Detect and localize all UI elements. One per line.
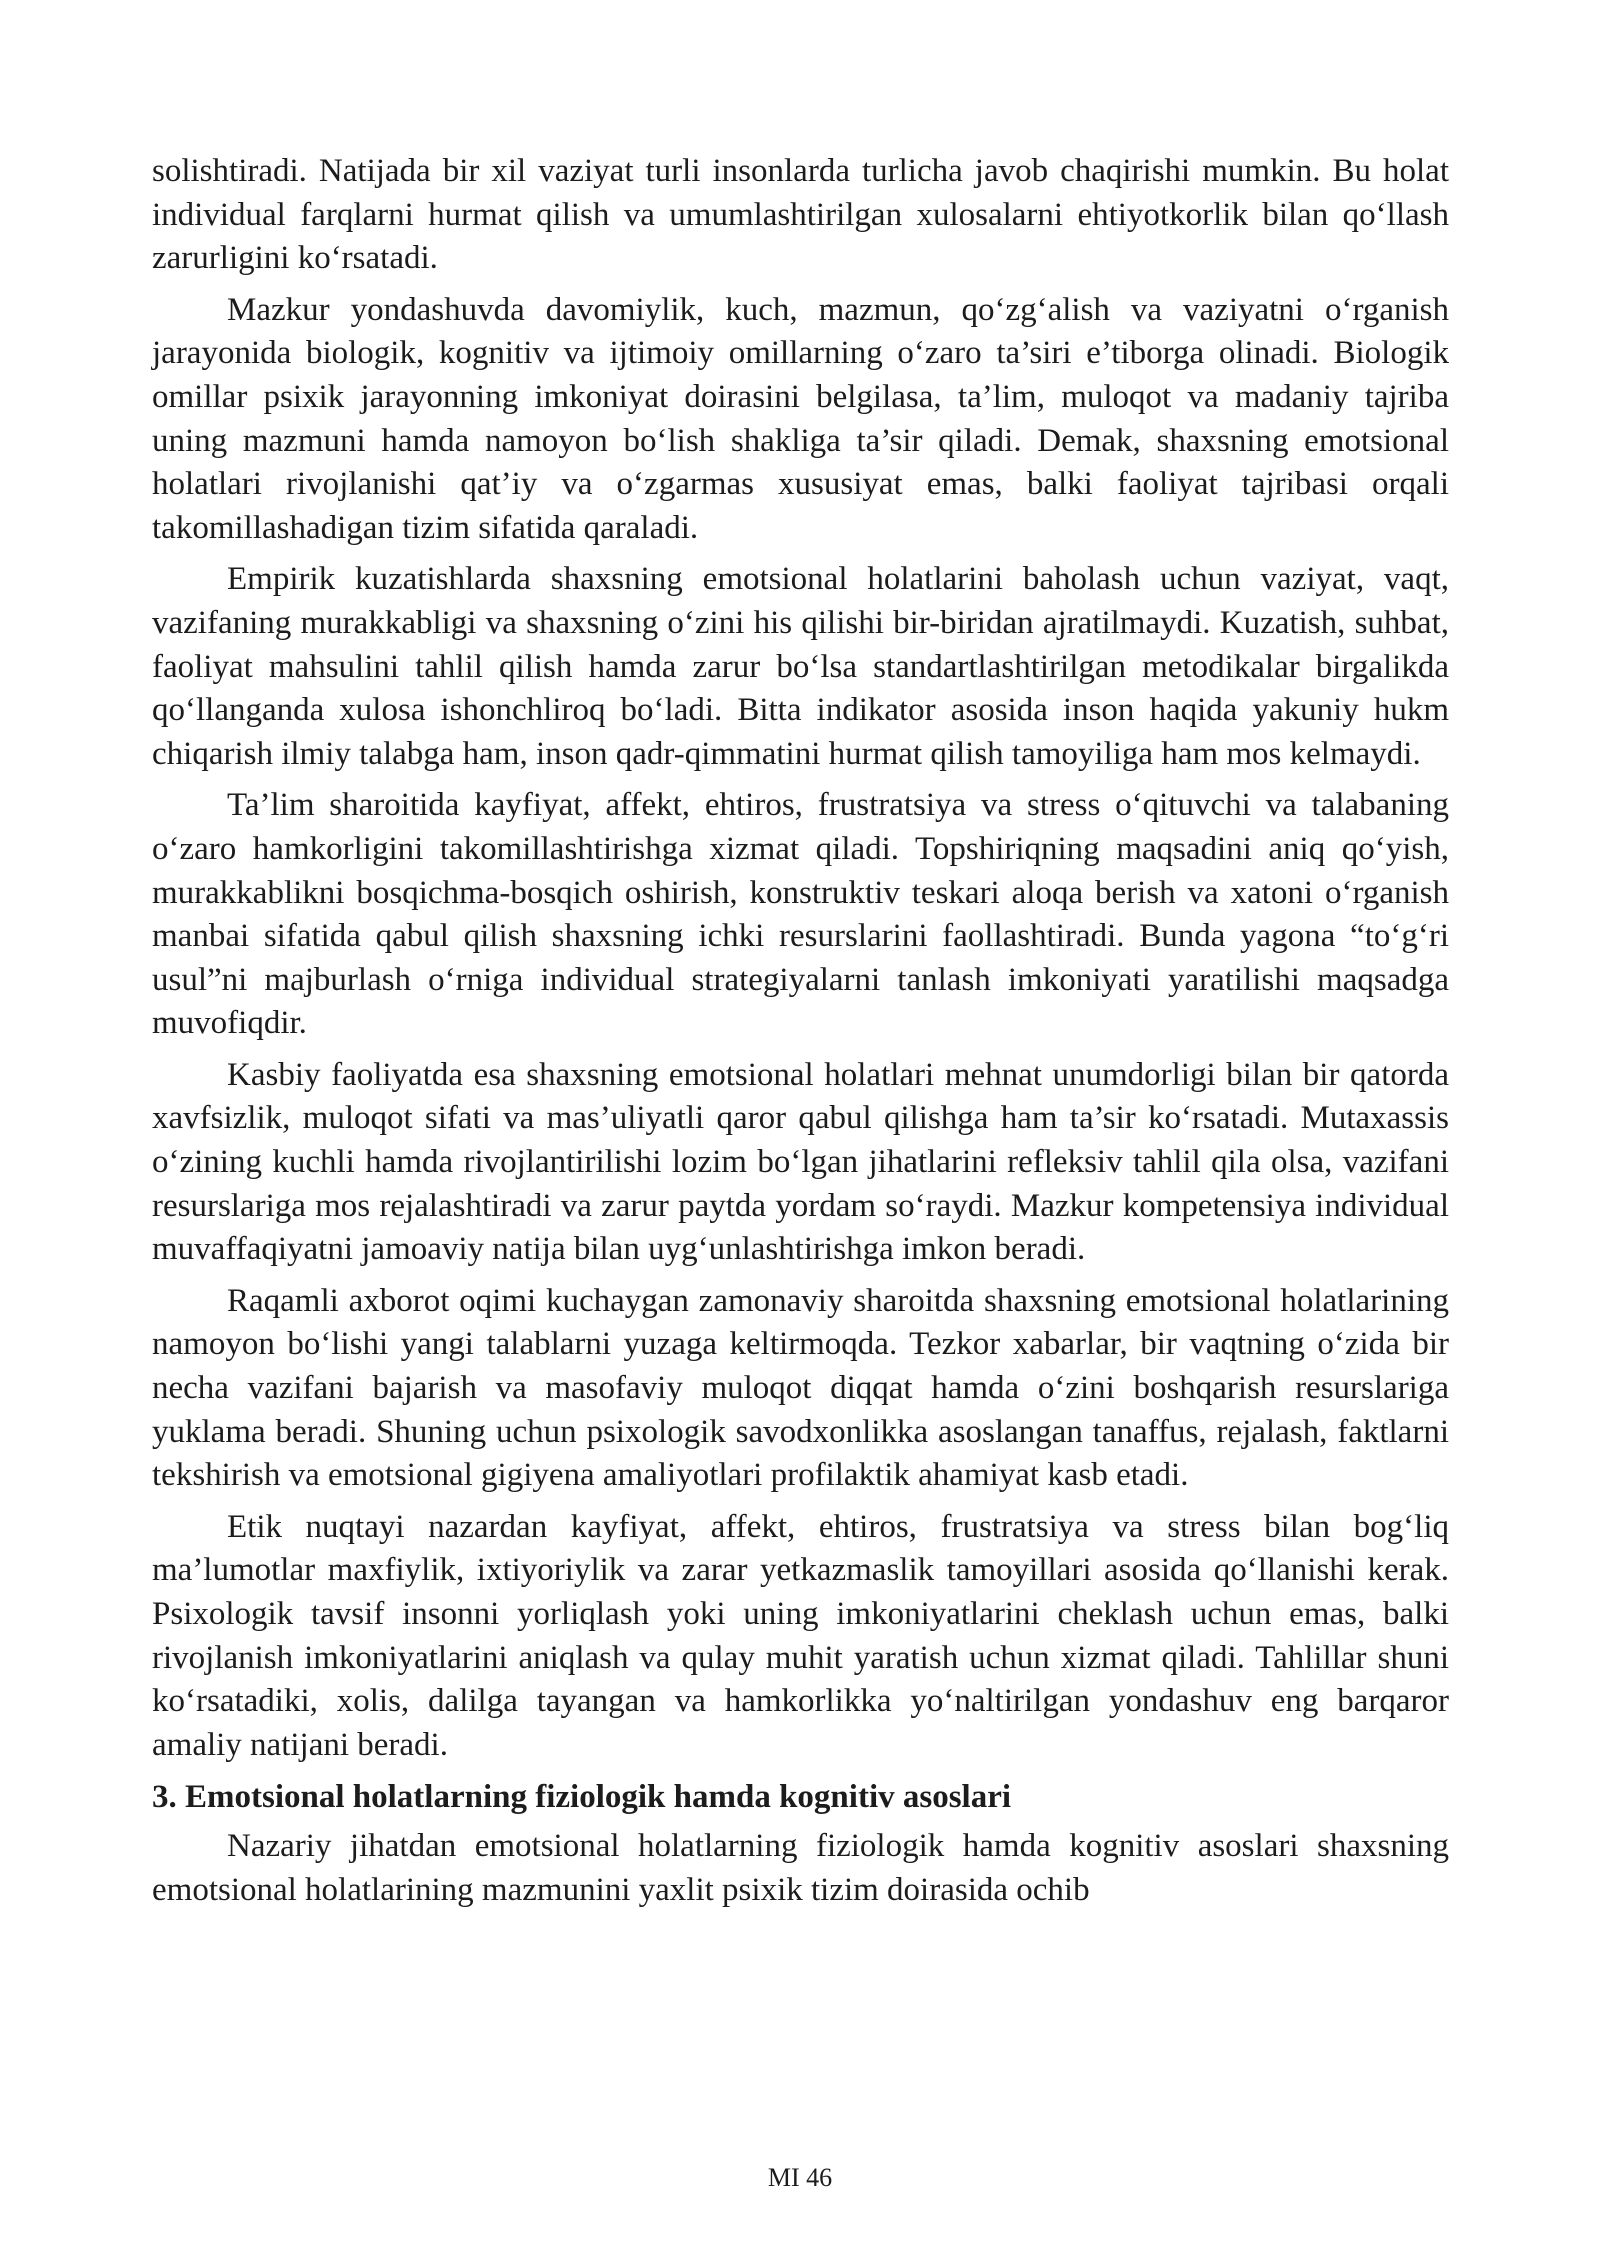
section-heading: 3. Emotsional holatlarning fiziologik hamda kognitiv asoslari xyxy=(152,1779,1012,1816)
paragraph: Nazariy jihatdan emotsional holatlarning fiziologik hamda kognitiv asoslari shaxsning emotsional holatlarining mazmunini yaxlit psixik tizim doirasida ochib xyxy=(152,1828,1449,1908)
paragraph: Etik nuqtayi nazardan kayfiyat, affekt, ehtiros, frustratsiya va stress bilan bog‘liq ma’lumotlar maxfiylik, ixtiyoriylik va zarar yetkazmaslik tamoyillari asosida qo‘llanishi kerak. Psixologik tavsif insonni yorliqlash yoki uning imkoniyatlarini cheklash uchun emas, balki rivojlanish imkoniyatlarini aniqlash va qulay muhit yaratish uchun xizmat qiladi. Tahlillar shuni ko‘rsatadiki, xolis, dalilga tayangan va hamkorlikka yo‘naltirilgan yondashuv eng barqaror amaliy natijani beradi. xyxy=(152,1508,1449,1763)
paragraph: Mazkur yondashuvda davomiylik, kuch, mazmun, qo‘zg‘alish va vaziyatni o‘rganish jarayonida biologik, kognitiv va ijtimoiy omillarning o‘zaro ta’siri e’tiborga olinadi. Biologik omillar psixik jarayonning imkoniyat doirasini belgilasa, ta’lim, muloqot va madaniy tajriba uning mazmuni hamda namoyon bo‘lish shakliga ta’sir qiladi. Demak, shaxsning emotsional holatlari rivojlanishi qat’iy va o‘zgarmas xususiyat emas, balki faoliyat tajribasi orqali takomillashadigan tizim sifatida qaraladi. xyxy=(152,291,1449,546)
paragraph: Raqamli axborot oqimi kuchaygan zamonaviy sharoitda shaxsning emotsional holatlarining namoyon bo‘lishi yangi talablarni yuzaga keltirmoqda. Tezkor xabarlar, bir vaqtning o‘zida bir necha vazifani bajarish va masofaviy muloqot diqqat hamda o‘zini boshqarish resurslariga yuklama beradi. Shuning uchun psixologik savodxonlikka asoslangan tanaffus, rejalash, faktlarni tekshirish va emotsional gigiyena amaliyotlari profilaktik ahamiyat kasb etadi. xyxy=(152,1282,1449,1494)
paragraph: Empirik kuzatishlarda shaxsning emotsional holatlarini baholash uchun vaziyat, vaqt, vazifaning murakkabligi va shaxsning o‘zini his qilishi bir-biridan ajratilmaydi. Kuzatish, suhbat, faoliyat mahsulini tahlil qilish hamda zarur bo‘lsa standartlashtirilgan metodikalar birgalikda qo‘llanganda xulosa ishonchliroq bo‘ladi. Bitta indikator asosida inson haqida yakuniy hukm chiqarish ilmiy talabga ham, inson qadr-qimmatini hurmat qilish tamoyiliga ham mos kelmaydi. xyxy=(152,561,1449,772)
paragraph: Ta’lim sharoitida kayfiyat, affekt, ehtiros, frustratsiya va stress o‘qituvchi va talabaning o‘zaro hamkorligini takomillashtirishga xizmat qiladi. Topshiriqning maqsadini aniq qo‘yish, murakkablikni bosqichma-bosqich oshirish, konstruktiv teskari aloqa berish va xatoni o‘rganish manbai sifatida qabul qilish shaxsning ichki resurslarini faollashtiradi. Bunda yagona “to‘g‘ri usul”ni majburlash o‘rniga individual strategiyalarni tanlash imkoniyati yaratilishi maqsadga muvofiqdir. xyxy=(152,787,1449,1042)
paragraph: solishtiradi. Natijada bir xil vaziyat turli insonlarda turlicha javob chaqirishi mumkin. Bu holat individual farqlarni hurmat qilish va umumlashtirilgan xulosalarni ehtiyotkorlik bilan qo‘llash zarurligini ko‘rsatadi. xyxy=(152,153,1449,277)
paragraph: Kasbiy faoliyatda esa shaxsning emotsional holatlari mehnat unumdorligi bilan bir qatorda xavfsizlik, muloqot sifati va mas’uliyatli qaror qabul qilishga ham ta’sir ko‘rsatadi. Mutaxassis o‘zining kuchli hamda rivojlantirilishi lozim bo‘lgan jihatlarini refleksiv tahlil qila olsa, vazifani resurslariga mos rejalashtiradi va zarur paytda yordam so‘raydi. Mazkur kompetensiya individual muvaffaqiyatni jamoaviy natija bilan uyg‘unlashtirishga imkon beradi. xyxy=(152,1056,1449,1268)
page-body xyxy=(152,150,1449,1921)
page-number: MI 46 xyxy=(767,2163,833,2192)
